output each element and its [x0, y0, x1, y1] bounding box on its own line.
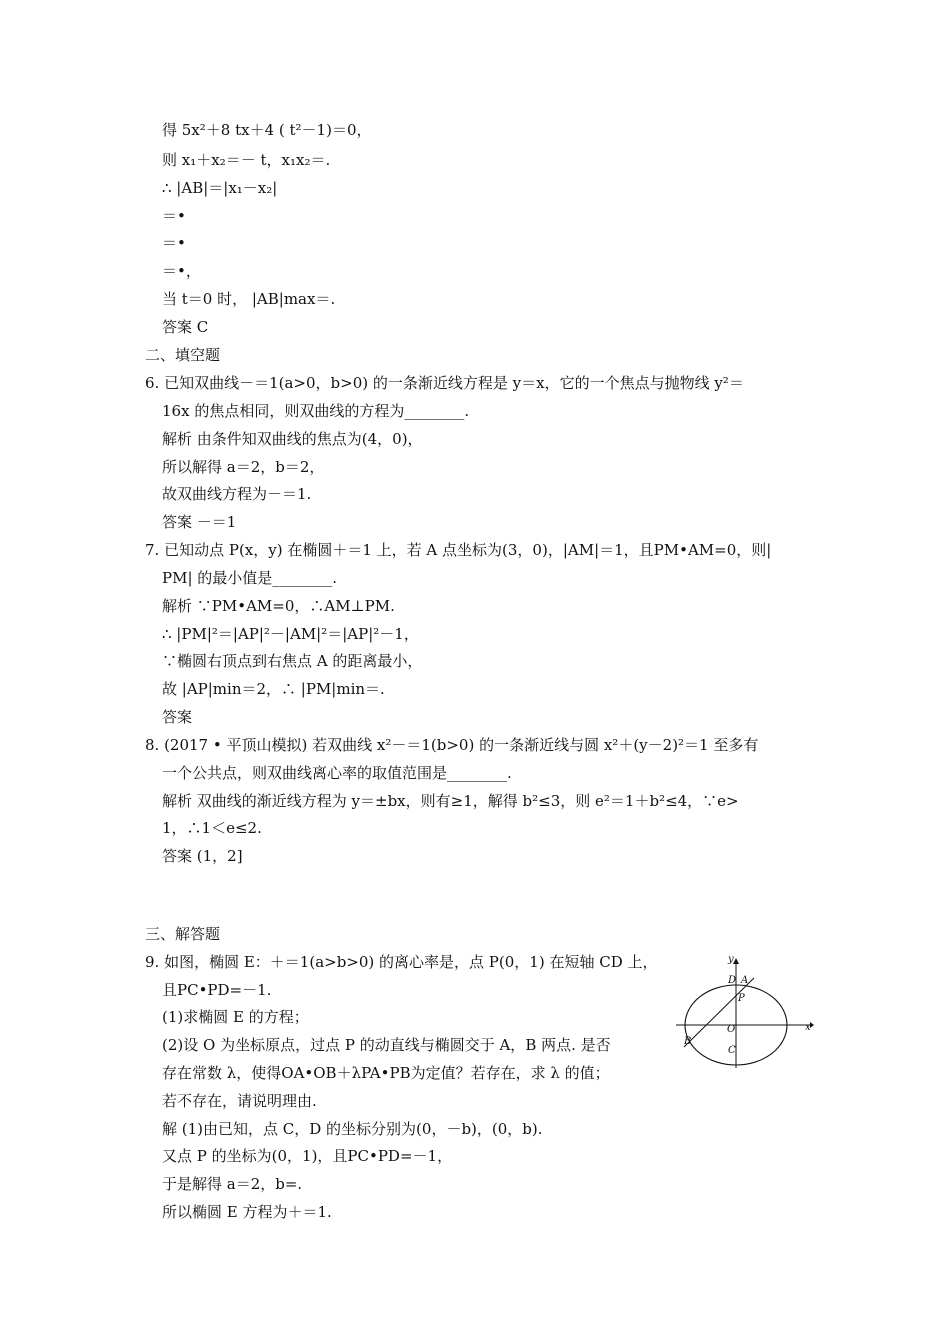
- label-a: A: [741, 975, 749, 986]
- label-x: x: [805, 1022, 811, 1033]
- section-heading: 三、解答题: [145, 925, 221, 943]
- text-line: ＝•，: [162, 262, 201, 280]
- text-line: 则 x₁＋x₂＝－ t，x₁x₂＝.: [162, 151, 331, 169]
- text-line: 故 |AP|min＝2，∴ |PM|min＝.: [162, 680, 385, 698]
- analysis-line: 解析 双曲线的渐近线方程为 y＝±bx，则有≥1，解得 b²≤3，则 e²＝1＋b²≤4，∵e>: [162, 792, 739, 810]
- text-line: 得 5x²＋8 tx＋4 ( t²－1)＝0，: [162, 121, 372, 139]
- text-line: ＝•: [162, 234, 186, 252]
- question-line: 8. (2017 • 平顶山模拟) 若双曲线 x²－＝1(b>0) 的一条渐近线与圆 x²＋(y－2)²＝1 至多有: [145, 736, 759, 754]
- text-line: 当 t＝0 时， |AB|max＝.: [162, 290, 336, 308]
- text-line: 故双曲线方程为－＝1.: [162, 485, 312, 503]
- y-axis-arrow: [733, 958, 739, 964]
- label-b: B: [684, 1036, 692, 1047]
- label-d: D: [728, 975, 737, 986]
- label-o: O: [727, 1024, 736, 1035]
- label-y: y: [728, 954, 734, 965]
- text-line: (1)求椭圆 E 的方程；: [162, 1008, 309, 1026]
- text-line: 存在常数 λ，使得OA•OB＋λPA•PB为定值？若存在，求 λ 的值；: [162, 1064, 610, 1082]
- answer-line: 答案: [162, 708, 193, 726]
- label-c: C: [728, 1045, 736, 1056]
- text-line: ∴ |AB|＝|x₁－x₂|: [162, 179, 278, 197]
- question-line: 且PC•PD=－1.: [162, 981, 272, 999]
- text-line: 1，∴1＜e≤2.: [162, 819, 262, 837]
- solution-line: 解 (1)由已知，点 C，D 的坐标分别为(0，－b)，(0，b).: [162, 1120, 543, 1138]
- analysis-line: 解析 ∵PM•AM=0，∴AM⊥PM.: [162, 597, 395, 615]
- text-line: ∴ |PM|²＝|AP|²－|AM|²＝|AP|²－1，: [162, 625, 419, 643]
- text-line: 又点 P 的坐标为(0，1)，且PC•PD=－1，: [162, 1147, 453, 1165]
- text-line: 所以椭圆 E 方程为＋＝1.: [162, 1203, 332, 1221]
- ellipse-figure: [674, 950, 814, 1070]
- label-p: P: [738, 993, 745, 1004]
- answer-line: 答案 C: [162, 318, 209, 336]
- question-line: PM| 的最小值是________.: [162, 569, 338, 587]
- question-line: 一个公共点，则双曲线离心率的取值范围是________.: [162, 764, 512, 782]
- text-line: 所以解得 a＝2，b＝2，: [162, 458, 325, 476]
- answer-line: 答案 －＝1: [162, 513, 237, 531]
- chord-line: [684, 978, 754, 1047]
- analysis-line: 解析 由条件知双曲线的焦点为(4，0)，: [162, 430, 423, 448]
- ellipse-diagram: [674, 950, 814, 1070]
- text-line: 于是解得 a＝2，b=.: [162, 1175, 303, 1193]
- text-line: (2)设 O 为坐标原点，过点 P 的动直线与椭圆交于 A，B 两点. 是否: [162, 1036, 611, 1054]
- answer-line: 答案 (1，2]: [162, 847, 243, 865]
- text-line: 若不存在，请说明理由.: [162, 1092, 317, 1110]
- question-line: 9. 如图，椭圆 E：＋＝1(a>b>0) 的离心率是，点 P(0，1) 在短轴 CD 上，: [145, 953, 658, 971]
- section-heading: 二、填空题: [145, 346, 221, 364]
- question-line: 16x 的焦点相同，则双曲线的方程为________.: [162, 402, 470, 420]
- text-line: ∵椭圆右顶点到右焦点 A 的距离最小，: [162, 652, 423, 670]
- question-line: 6. 已知双曲线－＝1(a>0，b>0) 的一条渐近线方程是 y＝x，它的一个焦点与抛物线 y²＝: [145, 374, 744, 392]
- question-line: 7. 已知动点 P(x，y) 在椭圆＋＝1 上，若 A 点坐标为(3，0)，|AM|＝1，且PM•AM=0，则|: [145, 541, 772, 559]
- text-line: ＝•: [162, 207, 186, 225]
